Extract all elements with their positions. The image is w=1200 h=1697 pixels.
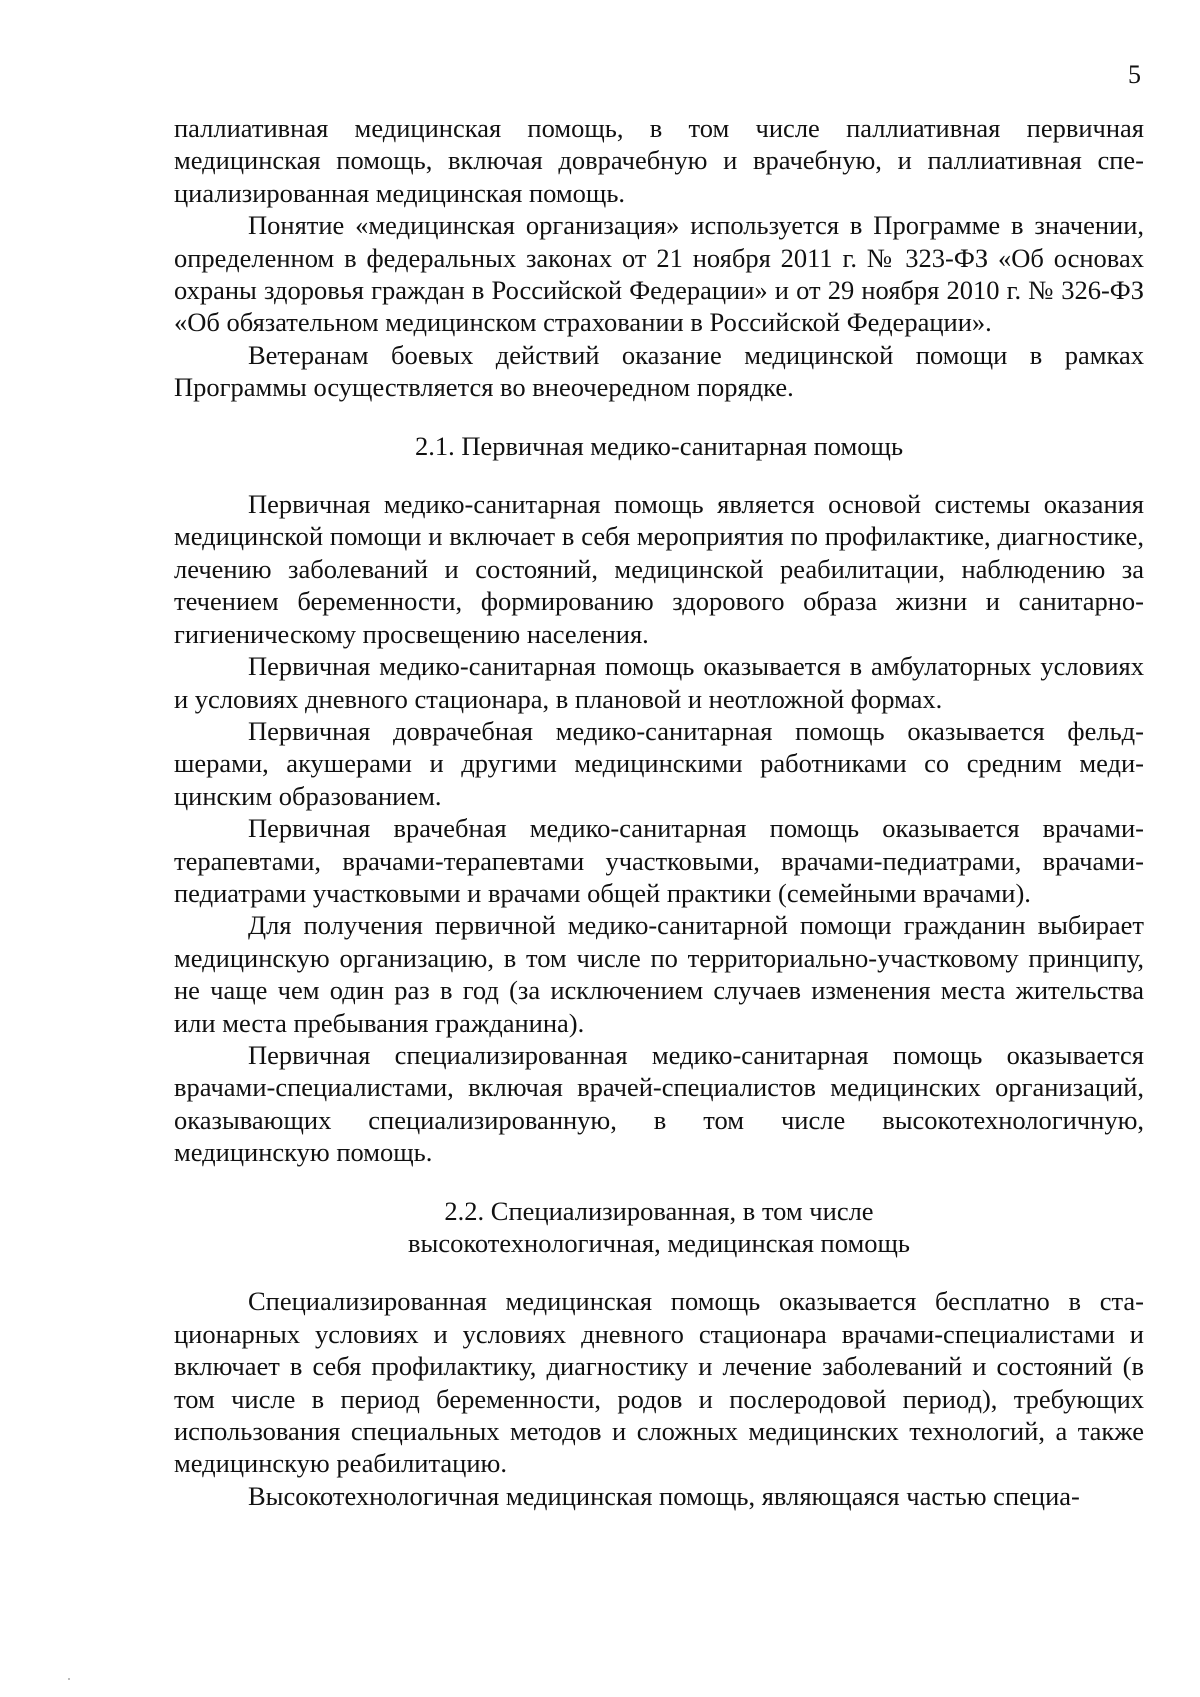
paragraph-medical-organization-definition: Понятие «медицинская организация» используется в Программе в значении, определенном в федеральных законах от 21 ноября 2011 г. № 323-ФЗ «Об основах охраны здоровья граждан в Российской Федерации» и от 29 ноября 2010 г. № 326-ФЗ «Об обязательном медицинском страховании в Российской Федерации». <box>174 210 1144 338</box>
section-heading-2-2-line2: высокотехнологичная, медицинская помощь <box>408 1228 910 1258</box>
paragraph-continuation: паллиативная медицинская помощь, в том числе паллиативная первичная медицинская помощь, включая доврачебную и врачебную, и паллиативная специализированная медицинская помощь. <box>174 113 1144 208</box>
page-number: 5 <box>1128 60 1141 89</box>
paragraph-choice-of-organization: Для получения первичной медико-санитарной помощи гражданин выбирает медицинскую организацию, в том числе по территориально-участковому принципу, не чаще чем один раз в год (за исключением случаев изменения места жительства или места пребывания гражданина). <box>174 910 1144 1038</box>
document-body <box>174 112 1144 1512</box>
paragraph-specialized-primary-care: Первичная специализированная медико-санитарная помощь оказывается врачами-специалистами, включая врачей-специалистов медицинских организаций, оказывающих специализированную, в том числе высокотехнологичную, медицинскую помощь. <box>174 1039 1144 1168</box>
paragraph-primary-care-conditions: Первичная медико-санитарная помощь оказывается в амбулаторных условиях и условиях дневного стационара, в плановой и неотложной формах. <box>174 651 1144 714</box>
paragraph-vrachebnaya: Первичная врачебная медико-санитарная помощь оказывается врачами-терапевтами, врачами-терапевтами участковыми, врачами-педиатрами, врачами-педиатрами участковыми и врачами общей практики (семейными врачами). <box>174 813 1144 908</box>
scan-speck <box>68 1678 70 1680</box>
paragraph-primary-care-basis: Первичная медико-санитарная помощь является основой системы оказания медицинской помощи и включает в себя мероприятия по профилактике, диагностике, лечению заболеваний и состояний, медицинской реабилитации, наблюдению за течением беременности, формированию здорового образа жизни и санитарно-гигиеническому просвещению населения. <box>174 489 1144 649</box>
paragraph-high-tech-care: Высокотехнологичная медицинская помощь, являющаяся частью специа- <box>248 1480 1080 1511</box>
paragraph-veterans: Ветеранам боевых действий оказание медицинской помощи в рамках Программы осуществляется во внеочередном порядке. <box>174 339 1144 403</box>
section-heading-2-2 <box>174 1195 1144 1260</box>
section-heading-2-2-line1: 2.2. Специализированная, в том числе <box>444 1195 874 1226</box>
paragraph-prevrachebnaya: Первичная доврачебная медико-санитарная помощь оказывается фельдшерами, акушерами и другими медицинскими работниками со средним медицинским образованием. <box>174 715 1144 811</box>
section-heading-2-1: 2.1. Первичная медико-санитарная помощь <box>414 430 904 461</box>
paragraph-specialized-care: Специализированная медицинская помощь оказывается бесплатно в стационарных условиях и условиях дневного стационара врачами-специалистами и включает в себя профилактику, диагностику и лечение заболеваний и состояний (в том числе в период беременности, родов и послеродовой период), требующих использования специальных методов и сложных медицинских технологий, а также медицинскую реабилитацию. <box>174 1286 1144 1479</box>
